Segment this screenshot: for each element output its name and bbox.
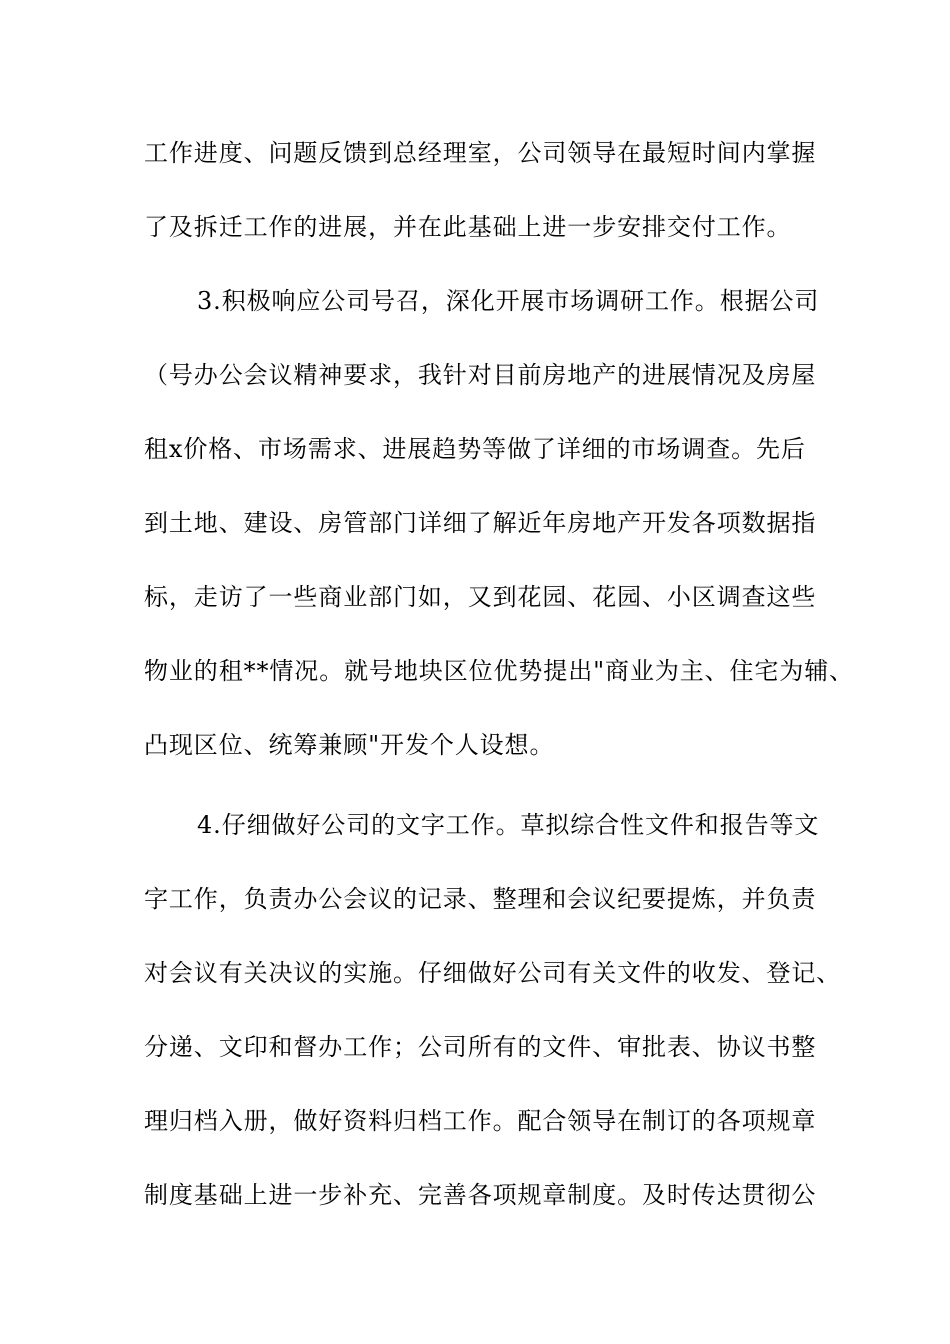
text-line-12: 对会议有关决议的实施。仔细做好公司有关文件的收发、登记、 [144, 959, 842, 987]
text-line-11: 字工作，负责办公会议的记录、整理和会议纪要提炼，并负责 [144, 885, 817, 913]
text-line-2: 了及拆迁工作的进展，并在此基础上进一步安排交付工作。 [144, 213, 792, 241]
text-line-5: 租x价格、市场需求、进展趋势等做了详细的市场调查。先后 [144, 435, 806, 463]
text-line-9: 凸现区位、统筹兼顾"开发个人设想。 [144, 731, 555, 759]
text-line-4: （号办公会议精神要求，我针对目前房地产的进展情况及房屋 [144, 361, 817, 389]
text-line-14: 理归档入册，做好资料归档工作。配合领导在制订的各项规章 [144, 1107, 817, 1135]
paragraph-3-heading-line: 3.积极响应公司号召，深化开展市场调研工作。根据公司 [197, 287, 820, 315]
text-line-8: 物业的租**情况。就号地块区位优势提出"商业为主、住宅为辅、 [144, 657, 855, 685]
text-line-7: 标，走访了一些商业部门如，又到花园、花园、小区调查这些 [144, 583, 817, 611]
text-line-1: 工作进度、问题反馈到总经理室，公司领导在最短时间内掌握 [144, 139, 817, 167]
text-line-6: 到土地、建设、房管部门详细了解近年房地产开发各项数据指 [144, 509, 817, 537]
text-line-15: 制度基础上进一步补充、完善各项规章制度。及时传达贯彻公 [144, 1181, 817, 1209]
text-line-13: 分递、文印和督办工作；公司所有的文件、审批表、协议书整 [144, 1033, 817, 1061]
paragraph-4-heading-line: 4.仔细做好公司的文字工作。草拟综合性文件和报告等文 [197, 811, 820, 839]
